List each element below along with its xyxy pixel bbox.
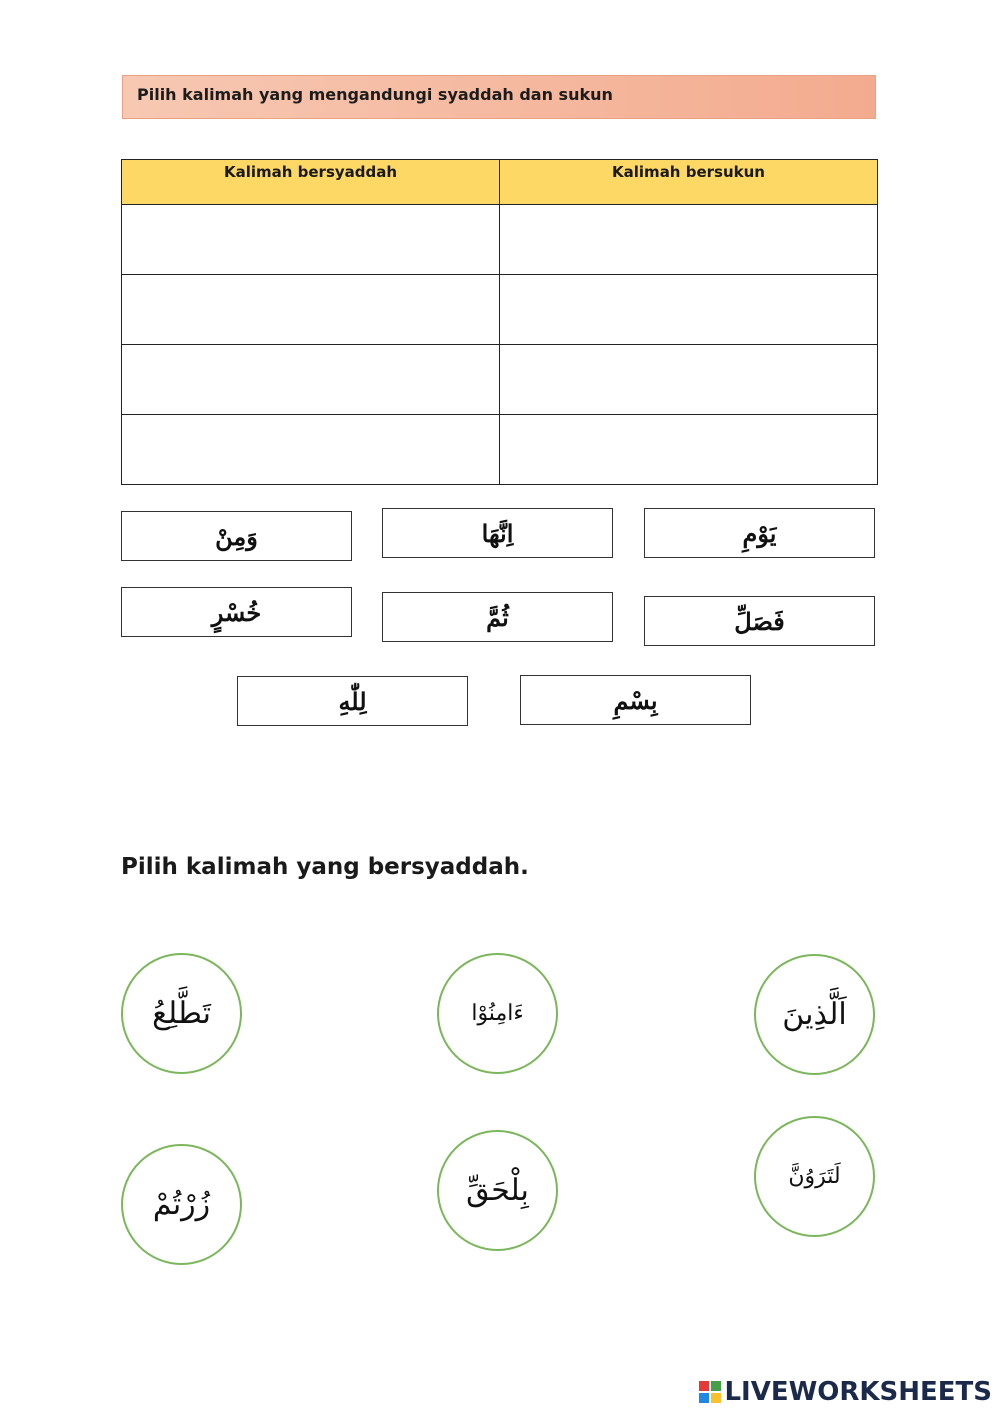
drop-zone-syaddah-1[interactable] — [122, 205, 500, 275]
drop-zone-sukun-3[interactable] — [500, 345, 878, 415]
drop-zone-sukun-4[interactable] — [500, 415, 878, 485]
drop-zone-sukun-2[interactable] — [500, 275, 878, 345]
sorting-table — [121, 159, 878, 485]
word-card[interactable]: يَوْمِ — [644, 508, 875, 558]
logo-icon — [699, 1381, 721, 1403]
drop-zone-syaddah-3[interactable] — [122, 345, 500, 415]
word-card[interactable]: خُسْرٍ — [121, 587, 352, 637]
option-circle[interactable]: بِلْحَقِّ — [437, 1130, 558, 1251]
drop-zone-syaddah-2[interactable] — [122, 275, 500, 345]
drop-zone-syaddah-4[interactable] — [122, 415, 500, 485]
logo-text: LIVEWORKSHEETS — [724, 1377, 992, 1407]
liveworksheets-logo — [699, 1377, 992, 1407]
word-card[interactable]: ثُمَّ — [382, 592, 613, 642]
header-bersukun: Kalimah bersukun — [500, 160, 878, 205]
option-circle[interactable]: ءَامِنُوْا — [437, 953, 558, 1074]
word-card[interactable]: بِسْمِ — [520, 675, 751, 725]
word-card[interactable]: وَمِنْ — [121, 511, 352, 561]
option-circle[interactable]: لَتَرَوُنَّ — [754, 1116, 875, 1237]
option-circle[interactable]: اَلَّذِينَ — [754, 954, 875, 1075]
drop-zone-sukun-1[interactable] — [500, 205, 878, 275]
word-card[interactable]: اِنَّهَا — [382, 508, 613, 558]
option-circle[interactable]: تَطَّلِعُ — [121, 953, 242, 1074]
word-card[interactable]: لِلّٰهِ — [237, 676, 468, 726]
section-heading: Pilih kalimah yang bersyaddah. — [121, 854, 529, 880]
word-card[interactable]: فَصَلِّ — [644, 596, 875, 646]
instruction-banner: Pilih kalimah yang mengandungi syaddah dan sukun — [122, 75, 876, 119]
option-circle[interactable]: زُرْتُمْ — [121, 1144, 242, 1265]
header-bersyaddah: Kalimah bersyaddah — [122, 160, 500, 205]
